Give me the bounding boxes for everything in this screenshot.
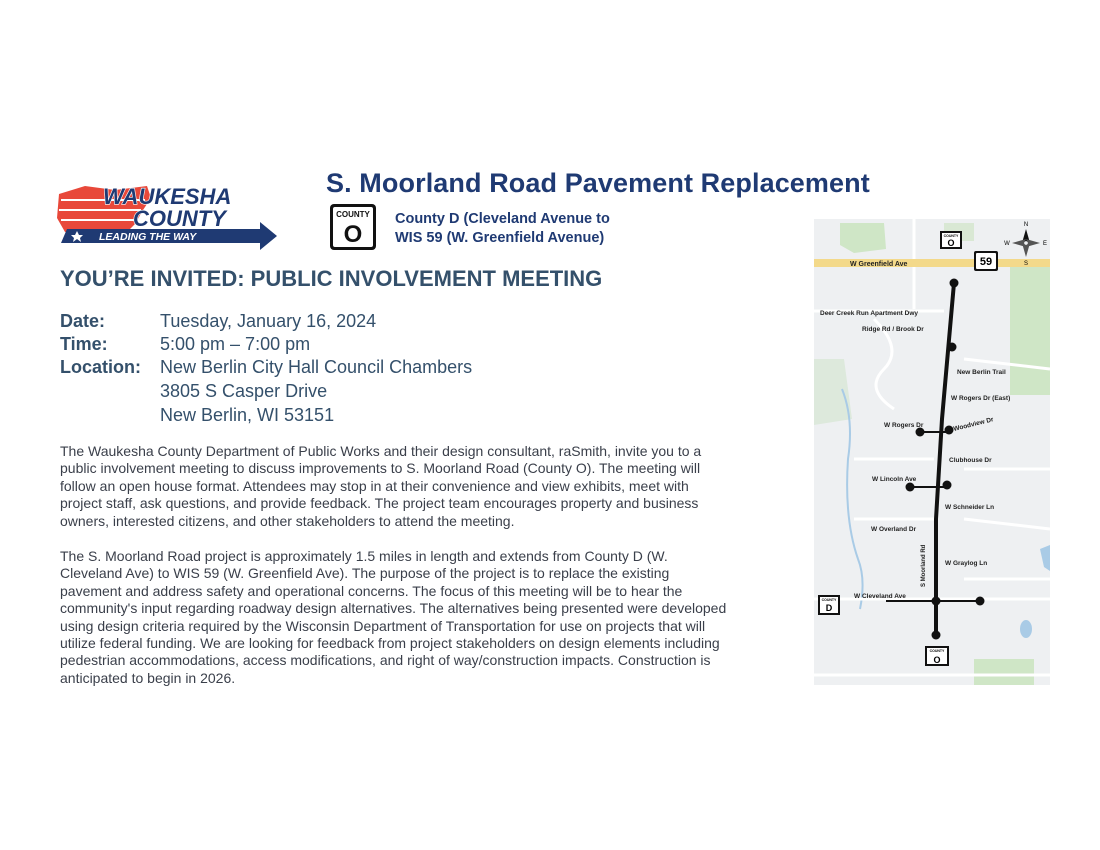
location-row-3 — [60, 404, 334, 427]
date-label: Date: — [60, 311, 106, 331]
location-label: Location: — [60, 357, 141, 377]
county-o-shield-icon — [329, 203, 377, 251]
paragraph-line: utilize federal funding. We are looking for feedback from project stakeholders on design elements including — [60, 635, 720, 652]
compass-n: N — [1023, 222, 1029, 228]
compass-w: W — [1004, 241, 1010, 247]
paragraph-line: public involvement meeting to discuss improvements to S. Moorland Road (County O). The meeting will — [60, 460, 701, 477]
map-label-moorland: S Moorland Rd — [921, 544, 927, 587]
map-route-59: 59 — [979, 256, 993, 268]
map-shield-county-label: COUNTY — [929, 649, 945, 653]
project-limits-line1: County D (Cleveland Avenue to — [395, 211, 610, 227]
date-row — [60, 310, 376, 333]
paragraph-line: owners, interested citizens, and other stakeholders to attend the meeting. — [60, 512, 515, 529]
map-label-schneider: W Schneider Ln — [945, 504, 995, 511]
paragraph-line: pedestrian accommodations, access modifications, and right of way/construction impacts. Construction is — [60, 652, 711, 669]
location-row — [60, 356, 472, 379]
waukesha-county-logo — [55, 180, 280, 250]
location-line1: New Berlin City Hall Council Chambers — [160, 357, 473, 377]
map-label-overland: W Overland Dr — [871, 526, 917, 533]
map-county-d-shield-icon — [818, 595, 840, 615]
map-label-rogers: W Rogers Dr — [884, 422, 924, 429]
project-limits — [395, 210, 610, 248]
time-row — [60, 333, 310, 356]
invite-heading: YOU’RE INVITED: PUBLIC INVOLVEMENT MEETING — [60, 266, 603, 291]
paragraph-line: anticipated to begin in 2026. — [60, 669, 236, 686]
map-label-deer-creek: Deer Creek Run Apartment Dwy — [820, 310, 919, 317]
location-line3: New Berlin, WI 53151 — [160, 405, 335, 425]
compass-s: S — [1023, 261, 1029, 267]
map-label-clubhouse: Clubhouse Dr — [949, 457, 992, 464]
map-shield-letter: O — [933, 655, 941, 665]
map-label-greenfield: W Greenfield Ave — [850, 261, 908, 268]
paragraph-line: using design criteria required by the Wisconsin Department of Transportation for use on projects that will — [60, 617, 706, 634]
paragraph-line: Cleveland Ave) to WIS 59 (W. Greenfield Ave). The purpose of the project is to replace the existing — [60, 565, 670, 582]
paragraph-line: follow an open house format. Attendees may stop in at their convenience and view exhibits, meet with — [60, 477, 689, 494]
date-value: Tuesday, January 16, 2024 — [160, 311, 377, 331]
paragraph-intro — [60, 443, 795, 530]
map-label-lincoln: W Lincoln Ave — [872, 476, 917, 483]
paragraph-line: The Waukesha County Department of Public Works and their design consultant, raSmith, invite you to a — [60, 443, 702, 459]
logo-line2: COUNTY — [133, 206, 226, 231]
logo-line1: WAUKESHA — [103, 184, 232, 209]
map-wis-59-shield-icon — [974, 251, 998, 271]
map-label-new-berlin-trail: New Berlin Trail — [957, 369, 1006, 376]
map-shield-letter: D — [825, 603, 833, 613]
paragraph-project — [60, 548, 795, 687]
location-row-2 — [60, 380, 327, 403]
location-line2: 3805 S Casper Drive — [160, 381, 328, 401]
map-county-o-shield-bottom-icon — [925, 646, 949, 666]
map-label-ridge-brook: Ridge Rd / Brook Dr — [862, 326, 924, 333]
map-label-woodview: Woodview Dr — [952, 416, 995, 433]
time-label: Time: — [60, 334, 108, 354]
map-shield-county-label: COUNTY — [821, 598, 837, 602]
compass-e: E — [1042, 241, 1048, 247]
shield-top-label: COUNTY — [336, 210, 370, 219]
paragraph-line: community's input regarding roadway design alternatives. The alternatives being presented were developed — [60, 600, 727, 617]
paragraph-line: The S. Moorland Road project is approximately 1.5 miles in length and extends from County D (W. — [60, 548, 668, 564]
project-limits-line2: WIS 59 (W. Greenfield Avenue) — [395, 230, 605, 246]
shield-letter: O — [343, 221, 363, 248]
map-label-graylog: W Graylog Ln — [945, 560, 988, 567]
map-shield-letter: O — [947, 238, 955, 248]
map-label-cleveland: W Cleveland Ave — [854, 593, 906, 600]
paragraph-line: pavement and address safety and operational concerns. The focus of this meeting will be to hear the — [60, 582, 683, 599]
map-shield-county-label: COUNTY — [943, 234, 959, 238]
paragraph-line: project staff, ask questions, and provide feedback. The project team encourages property and business — [60, 495, 699, 512]
page-title: S. Moorland Road Pavement Replacement — [326, 168, 870, 198]
project-map — [814, 219, 1050, 685]
logo-tagline: LEADING THE WAY — [99, 231, 197, 243]
time-value: 5:00 pm – 7:00 pm — [160, 334, 311, 354]
map-label-rogers-east: W Rogers Dr (East) — [951, 395, 1011, 402]
map-county-o-shield-top-icon — [940, 231, 962, 249]
